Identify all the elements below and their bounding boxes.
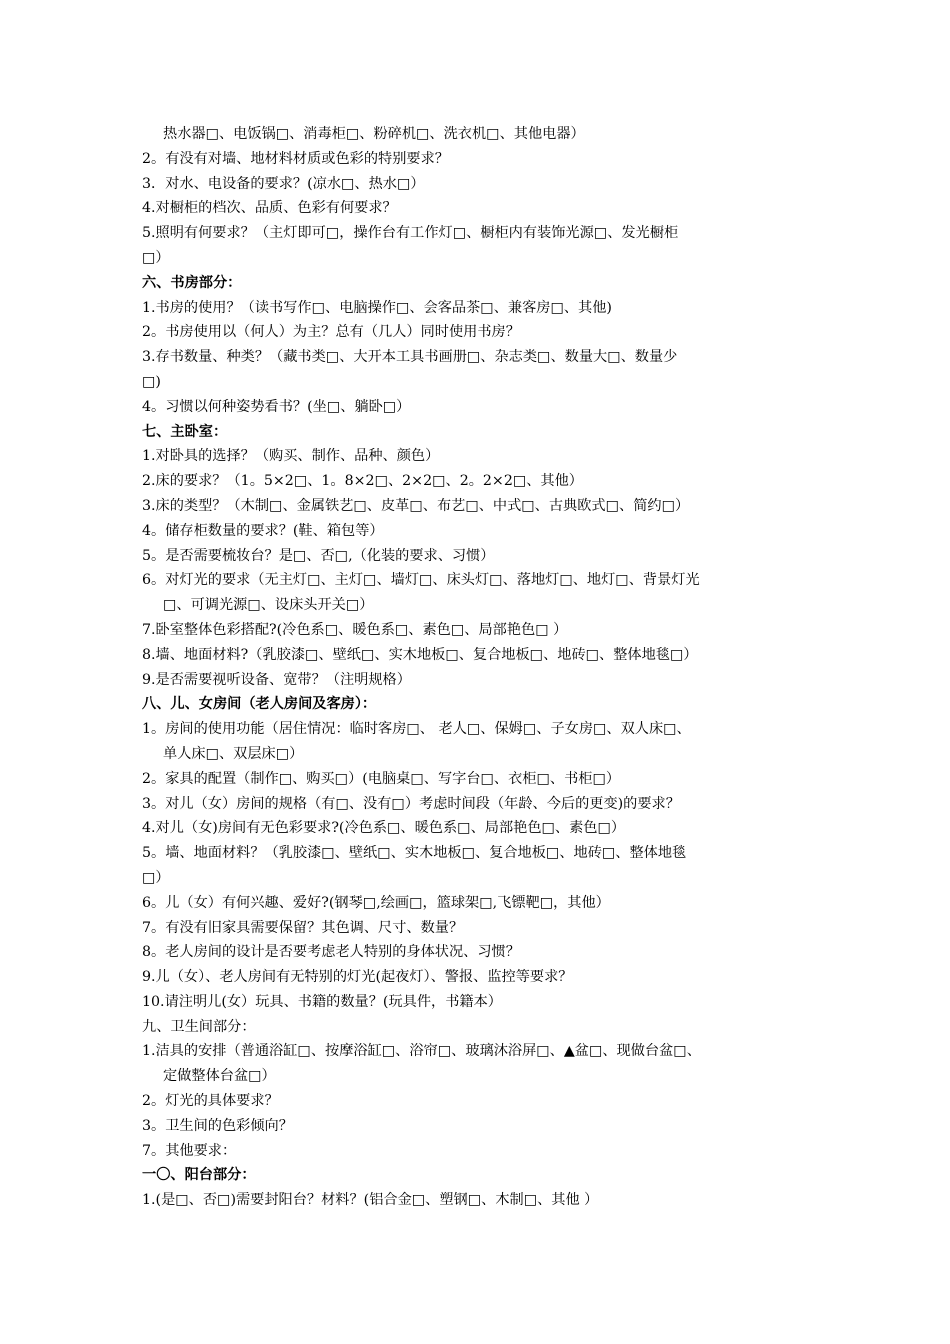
text-line: □) xyxy=(142,373,161,390)
text-line: 单人床□、双层床□） xyxy=(163,745,304,762)
text-line: 5.照明有何要求？（主灯即可□，操作台有工作灯□、橱柜内有装饰光源□、发光橱柜 xyxy=(142,225,679,242)
text-line: □、可调光源□、设床头开关□） xyxy=(163,597,374,614)
text-line: 3。卫生间的色彩倾向？ xyxy=(142,1117,293,1134)
section-heading: 八、儿、女房间（老人房间及客房）： xyxy=(142,696,377,713)
text-line: 4.对橱柜的档次、品质、色彩有何要求？ xyxy=(142,200,397,217)
text-line: 3。对儿（女）房间的规格（有□、没有□）考虑时间段（年龄、今后的更变)的要求？ xyxy=(142,795,680,812)
text-line: 2。灯光的具体要求？ xyxy=(142,1093,279,1110)
text-line: 7。其他要求： xyxy=(142,1142,237,1159)
section-heading: 六、书房部分： xyxy=(142,274,242,291)
text-line: 1.书房的使用？（读书写作□、电脑操作□、会客品茶□、兼客房□、其他) xyxy=(142,299,612,316)
text-line: 2。书房使用以（何人）为主？总有（几人）同时使用书房？ xyxy=(142,324,520,341)
section-heading: 一〇、阳台部分： xyxy=(142,1167,256,1184)
text-line: 5。是否需要梳妆台？是□、否□,（化装的要求、习惯） xyxy=(142,547,495,564)
text-line: 定做整体台盆□） xyxy=(163,1068,276,1085)
text-line: 9.是否需要视听设备、宽带？（注明规格） xyxy=(142,671,411,688)
text-line: 1.对卧具的选择？（购买、制作、品种、颜色） xyxy=(142,448,440,465)
text-line: 6。对灯光的要求（无主灯□、主灯□、墙灯□、床头灯□、落地灯□、地灯□、背景灯光 xyxy=(142,572,700,589)
text-line: 1.洁具的安排（普通浴缸□、按摩浴缸□、浴帘□、玻璃沐浴屏□、▲盆□、现做台盆□、 xyxy=(142,1043,701,1060)
text-line: 1.(是□、否□)需要封阳台？材料？(铝合金□、塑钢□、木制□、其他 ） xyxy=(142,1192,599,1209)
text-line: 7。有没有旧家具需要保留？其色调、尺寸、数量？ xyxy=(142,919,464,936)
text-line: 4。习惯以何种姿势看书？(坐□、躺卧□） xyxy=(142,398,411,415)
text-line: 3.床的类型？（木制□、金属铁艺□、皮革□、布艺□、中式□、古典欧式□、简约□） xyxy=(142,497,690,514)
text-line: 7.卧室整体色彩搭配?(冷色系□、暖色系□、素色□、局部艳色□ ） xyxy=(142,621,568,638)
text-line: 8。老人房间的设计是否要考虑老人特别的身体状况、习惯？ xyxy=(142,944,520,961)
text-line: 3．对水、电设备的要求？(凉水□、热水□） xyxy=(142,175,425,192)
text-line: □） xyxy=(142,249,170,266)
document-body xyxy=(142,122,814,1213)
text-line: 3.存书数量、种类？（藏书类□、大开本工具书画册□、杂志类□、数量大□、数量少 xyxy=(142,349,678,366)
section-heading: 七、主卧室： xyxy=(142,423,228,440)
text-line: 8.墙、地面材料?（乳胶漆□、壁纸□、实木地板□、复合地板□、地砖□、整体地毯□） xyxy=(142,646,698,663)
text-line: 5。墙、地面材料？（乳胶漆□、壁纸□、实木地板□、复合地板□、地砖□、整体地毯 xyxy=(142,845,687,862)
text-line: 2。家具的配置（制作□、购买□）(电脑桌□、写字台□、衣柜□、书柜□） xyxy=(142,770,621,787)
text-line: 热水器□、电饭锅□、消毒柜□、粉碎机□、洗衣机□、其他电器） xyxy=(163,126,585,142)
text-line: 2。有没有对墙、地材料材质或色彩的特别要求？ xyxy=(142,150,449,167)
text-line: 1。房间的使用功能（居住情况：临时客房□、 老人□、保姆□、子女房□、双人床□、 xyxy=(142,721,691,738)
text-line: 6。儿（女）有何兴趣、爱好?(钢琴□,绘画□，篮球架□,飞镖靶□，其他） xyxy=(142,894,610,911)
text-line: 10.请注明儿(女）玩具、书籍的数量？(玩具件，书籍本） xyxy=(142,993,502,1010)
text-line: 9.儿（女）、老人房间有无特别的灯光(起夜灯）、警报、监控等要求？ xyxy=(142,969,573,986)
text-line: □） xyxy=(142,869,170,886)
text-line: 2.床的要求？（1。5×2□、1。8×2□、2×2□、2。2×2□、其他） xyxy=(142,473,583,490)
text-line: 4。储存柜数量的要求？(鞋、箱包等） xyxy=(142,522,384,539)
text-line: 九、卫生间部分： xyxy=(142,1018,256,1035)
text-line: 4.对儿（女)房间有无色彩要求?(冷色系□、暖色系□、局部艳色□、素色□） xyxy=(142,820,626,837)
